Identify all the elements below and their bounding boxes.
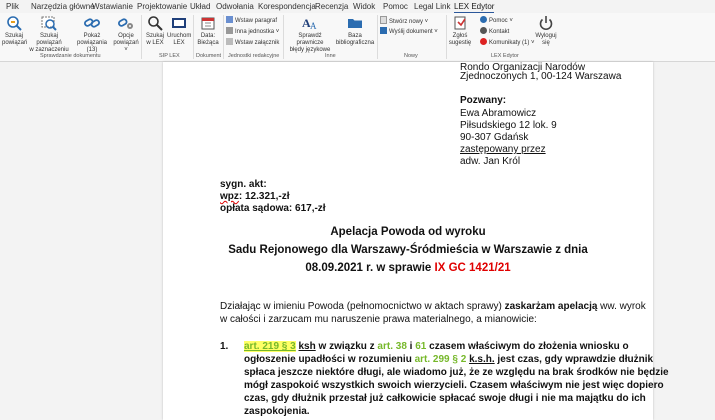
tab-plik[interactable]: Plik <box>6 2 19 11</box>
separator <box>377 15 378 59</box>
paragraph-line-2: ogłoszenie upadłości w rozumieniu art. 299 § 2 k.s.h. jest czas, gdy wprawdzie dłużnik <box>244 354 654 365</box>
wyslij-dokument-dropdown[interactable]: Wyślij dokument ˅ <box>380 27 438 36</box>
tab-projektowanie[interactable]: Projektowanie <box>137 2 188 11</box>
komunikaty-dropdown[interactable]: Komunikaty (1) ˅ <box>480 38 535 47</box>
ksh-abbrev: k.s.h. <box>469 354 495 365</box>
svg-text:A: A <box>310 21 317 31</box>
paragraph-line-3: spłaca jeszcze niektóre długi, ale wiadomo już, że ze względu na brak środków nie będzie <box>244 367 669 378</box>
art-299-link[interactable]: art. 299 § 2 <box>414 354 467 365</box>
pozwany-street: Piłsudskiego 12 lok. 9 <box>460 120 557 131</box>
case-number: IX GC 1421/21 <box>434 262 511 274</box>
group-label-lex-edytor: LEX Edytor <box>491 53 519 59</box>
folder-icon <box>347 15 363 31</box>
art-38-link[interactable]: art. 38 <box>377 341 407 352</box>
art-219-link[interactable]: art. 219 § 3 <box>244 341 296 352</box>
art-61-link[interactable]: 61 <box>415 341 427 352</box>
separator <box>446 15 447 59</box>
paragraph-line-1: art. 219 § 3 ksh w związku z art. 38 i 61 czasem właściwym do złożenia wniosku o <box>244 341 629 352</box>
group-label-dokument: Dokument <box>196 53 222 59</box>
pozwany-name: Ewa Abramowicz <box>460 108 537 119</box>
lex-app-icon <box>171 15 187 31</box>
appeal-title-2: Sadu Rejonowego dla Warszawy-Śródmieścia w Warszawie z dnia <box>228 244 588 256</box>
pomoc-dropdown[interactable]: Pomoc ˅ <box>480 16 513 25</box>
pozwany-city: 90-307 Gdańsk <box>460 132 529 143</box>
link-search-icon <box>6 15 22 31</box>
new-document-icon <box>380 16 387 24</box>
link-options-icon <box>118 15 134 31</box>
wpz-line <box>220 191 289 203</box>
kontakt-button[interactable]: Kontakt <box>480 27 509 36</box>
group-label-sprawdzanie: Sprawdzanie dokumentu <box>40 53 101 59</box>
power-icon <box>538 15 554 31</box>
tab-lex-edytor[interactable]: LEX Edytor <box>454 1 494 14</box>
paragraph-icon <box>226 16 233 23</box>
selection-search-icon <box>41 15 57 31</box>
zastepowany-przez: zastępowany przez <box>460 144 546 155</box>
tab-pomoc[interactable]: Pomoc <box>383 2 408 11</box>
appeal-title-3 <box>163 261 653 275</box>
oplata-sadowa: opłata sądowa: 617,-zł <box>220 203 326 214</box>
tab-uklad[interactable]: Układ <box>190 2 211 11</box>
calendar-icon <box>200 15 216 31</box>
tab-odwolania[interactable]: Odwołania <box>216 2 254 11</box>
intro-line-1: Działając w imieniu Powoda (pełnomocnictwo w aktach sprawy) zaskarżam apelacją ww. wyrok <box>220 301 646 312</box>
separator <box>141 15 142 59</box>
tab-narzedzia-glowne[interactable]: Narzędzia główne <box>31 2 95 11</box>
search-icon <box>147 15 163 31</box>
tab-legal-link[interactable]: Legal Link <box>414 2 451 11</box>
pozwany-header: Pozwany: <box>460 95 507 106</box>
court-address-line-1: Rondo Organizacji Narodów <box>460 62 586 73</box>
suggestion-icon <box>452 15 468 31</box>
group-label-jednostki: Jednostki redakcyjne <box>228 53 280 59</box>
send-icon <box>380 27 387 34</box>
spellcheck-icon <box>302 15 318 31</box>
separator <box>193 15 194 59</box>
ribbon-tabs <box>0 0 715 13</box>
wstaw-paragraf-button[interactable]: Wstaw paragraf <box>226 16 277 25</box>
svg-text:A: A <box>302 16 311 30</box>
ksh-word: ksh <box>298 341 316 352</box>
attachment-icon <box>226 38 233 45</box>
wpz-value: : 12.321,-zł <box>238 191 290 202</box>
separator <box>223 15 224 59</box>
chain-link-icon <box>84 15 100 31</box>
alert-icon <box>480 38 487 45</box>
inna-jednostka-dropdown[interactable]: Inna jednostka ˅ <box>226 27 279 36</box>
separator <box>283 15 284 59</box>
contact-icon <box>480 27 487 34</box>
ribbon: Szukaj powiązań Szukaj powiązań w zaznaczeniu Pokaż powiązania (13) Opcje powiązań ˅ Sprawdzanie dokumentu Szukaj w LEX Uruchom LEX SIP LEX Data: Bieżąca Dokument Wstaw paragraf Inna jednostka ˅ Wstaw załącznik Jednostki redakcyjne A A Sprawdź prawnicze błędy językowe Baza bibliograficzna Inne Stwórz nowy ˅ Wyślij dokument ˅ Nowy Zgłoś sugestię Pomoc ˅ Kontakt Komunikaty (1) ˅ Wyloguj się LEX Edytor <box>0 13 715 62</box>
tab-korespondencja[interactable]: Korespondencja <box>258 2 316 11</box>
group-label-sip: SIP LEX <box>159 53 180 59</box>
document-page[interactable] <box>163 62 669 420</box>
tab-wstawianie[interactable]: Wstawianie <box>92 2 133 11</box>
group-label-inne: Inne <box>325 53 336 59</box>
wstaw-zalacznik-button[interactable]: Wstaw załącznik <box>226 38 279 47</box>
tab-recenzja[interactable]: Recenzja <box>315 2 349 11</box>
paragraph-line-5: czas, gdy dłużnik przestał już całkowicie spłacać swoje długi i nie ma majątku do ich <box>244 393 646 404</box>
group-label-nowy: Nowy <box>404 53 418 59</box>
list-item-number: 1. <box>220 341 229 352</box>
tab-widok[interactable]: Widok <box>353 2 376 11</box>
wpz-label: wpz <box>220 191 239 202</box>
help-icon <box>480 16 487 23</box>
attorney-name: adw. Jan Król <box>460 156 521 167</box>
sygn-akt: sygn. akt: <box>220 179 267 190</box>
stworz-nowy-dropdown[interactable]: Stwórz nowy ˅ <box>380 16 428 26</box>
paragraph-line-6: zaspokojenia. <box>244 406 310 417</box>
intro-line-2: w całości i zarzucam mu naruszenie prawa materialnego, a mianowicie: <box>220 314 537 325</box>
appeal-title-1: Apelacja Powoda od wyroku <box>330 226 486 238</box>
unit-icon <box>226 27 233 34</box>
paragraph-line-4: mógł zaspokoić wszystkich swoich wierzycieli. Czasem właściwym nie jest więc dopiero <box>244 380 664 391</box>
court-address-line-2: Zjednoczonych 1, 00-124 Warszawa <box>460 71 622 82</box>
judgment-date: 08.09.2021 r. w sprawie <box>305 262 435 274</box>
